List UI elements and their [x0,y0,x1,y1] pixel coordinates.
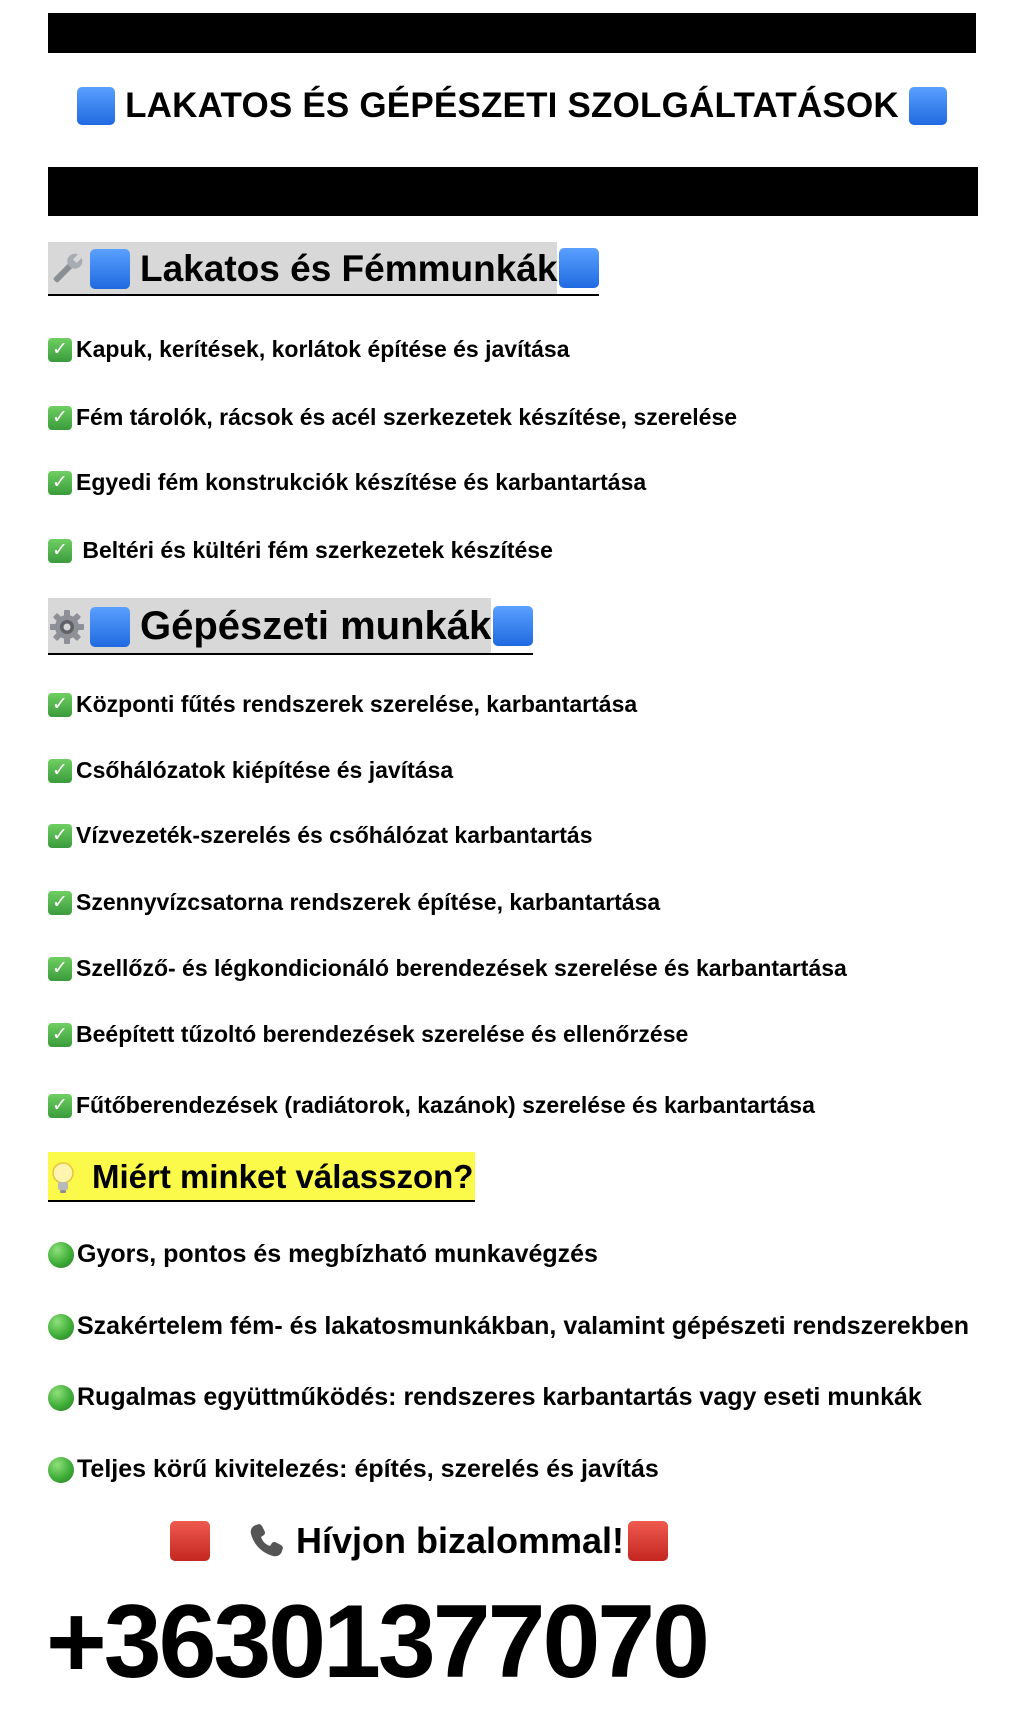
list-item: ✓ Csőhálózatok kiépítése és javítása [48,757,453,784]
section-title: Miért minket válasszon? [92,1158,474,1195]
check-mark-icon: ✓ [48,824,72,848]
blue-square-icon [90,607,130,647]
blue-square-icon [493,606,533,646]
page-title-text: LAKATOS ÉS GÉPÉSZETI SZOLGÁLTATÁSOK [125,86,899,125]
check-mark-icon: ✓ [48,406,72,430]
section-heading-why-us [48,1152,475,1202]
green-circle-icon [48,1242,74,1268]
green-circle-icon [48,1457,74,1483]
check-mark-icon: ✓ [48,693,72,717]
page-title [0,86,1024,126]
list-item: ✓ Beépített tűzoltó berendezések szerelése és ellenőrzése [48,1021,688,1048]
check-mark-icon: ✓ [48,957,72,981]
section-heading-highlight [48,242,557,294]
redaction-bar-middle [48,167,978,216]
blue-square-icon [909,87,947,125]
list-item: ✓ Kapuk, kerítések, korlátok építése és javítása [48,336,570,363]
section-title: Lakatos és Fémmunkák [140,248,558,289]
lightbulb-icon [48,1160,78,1194]
green-circle-icon [48,1314,74,1340]
phone-icon [246,1521,286,1561]
section-title: Gépészeti munkák [140,604,492,648]
check-mark-icon: ✓ [48,1094,72,1118]
blue-square-icon [77,87,115,125]
section-heading-highlight [48,598,491,653]
list-item: ✓ Fém tárolók, rácsok és acél szerkezetek készítése, szerelése [48,404,737,431]
list-item: ✓ Beltéri és kültéri fém szerkezetek készítése [48,537,553,564]
list-item: ✓ Fűtőberendezések (radiátorok, kazánok) szerelése és karbantartása [48,1092,815,1119]
list-item: ✓ Szennyvízcsatorna rendszerek építése, karbantartása [48,889,660,916]
cta-label: Hívjon bizalommal! [296,1520,625,1561]
list-item: Teljes körű kivitelezés: építés, szerelés és javítás [48,1455,659,1484]
green-circle-icon [48,1385,74,1411]
redaction-bar-top [48,13,976,53]
check-mark-icon: ✓ [48,759,72,783]
check-mark-icon: ✓ [48,471,72,495]
check-mark-icon: ✓ [48,1023,72,1047]
gear-icon [48,608,86,646]
list-item: ✓ Központi fűtés rendszerek szerelése, karbantartása [48,691,637,718]
section-heading-metalwork [48,242,599,296]
list-item: Rugalmas együttműködés: rendszeres karbantartás vagy eseti munkák [48,1383,922,1412]
list-item: ✓ Szellőző- és légkondicionáló berendezések szerelése és karbantartása [48,955,847,982]
check-mark-icon: ✓ [48,338,72,362]
call-to-action [170,1520,668,1562]
list-item: ✓ Vízvezeték-szerelés és csőhálózat karbantartás [48,822,593,849]
check-mark-icon: ✓ [48,891,72,915]
section-heading-highlight [48,1152,475,1200]
list-item: ✓ Egyedi fém konstrukciók készítése és karbantartása [48,469,646,496]
red-square-icon [628,1521,668,1561]
wrench-icon [48,250,86,288]
blue-square-icon [90,249,130,289]
section-heading-mechanical [48,598,533,655]
blue-square-icon [559,248,599,288]
list-item: Szakértelem fém- és lakatosmunkákban, valamint gépészeti rendszerekben [48,1312,969,1341]
check-mark-icon: ✓ [48,539,72,563]
list-item: Gyors, pontos és megbízható munkavégzés [48,1240,598,1269]
red-square-icon [170,1521,210,1561]
phone-number: +36301377070 [46,1584,707,1700]
